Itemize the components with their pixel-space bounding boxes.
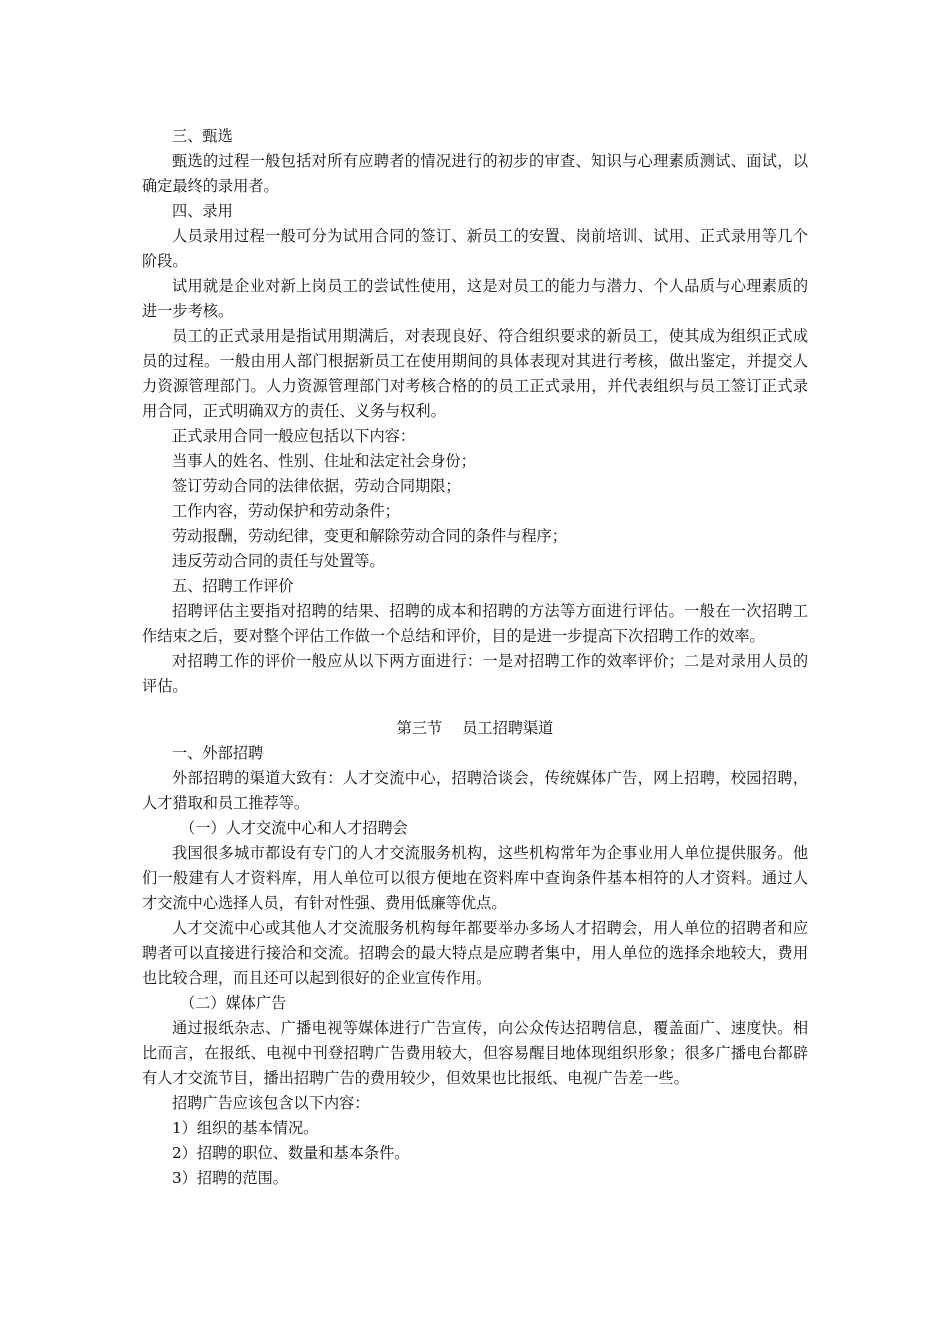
paragraph-pingjia-2: 对招聘工作的评价一般应从以下两方面进行：一是对招聘工作的效率评价；二是对录用人员的评估。 [142, 652, 808, 695]
paragraph-rencai-1: 我国很多城市都设有专门的人才交流服务机构，这些机构常年为企事业用人单位提供服务。他们一般建有人才资料库，用人单位可以很方便地在资料库中查询条件基本相符的人才资料。通过人才交流中心选择人员，有针对性强、费用低廉等优点。 [142, 844, 808, 912]
paragraph-rencai-2: 人才交流中心或其他人才交流服务机构每年都要举办多场人才招聘会，用人单位的招聘者和应聘者可以直接进行接洽和交流。招聘会的最大特点是应聘者集中，用人单位的选择余地较大，费用也比较合理，而且还可以起到很好的企业宣传作用。 [142, 919, 808, 987]
list-item-hetong-1: 当事人的姓名、性别、住址和法定社会身份； [172, 452, 476, 470]
paragraph-waibu: 外部招聘的渠道大致有：人才交流中心，招聘洽谈会，传统媒体广告，网上招聘，校园招聘，人才猎取和员工推荐等。 [142, 769, 808, 812]
paragraph-zhenxuan: 甄选的过程一般包括对所有应聘者的情况进行的初步的审查、知识与心理素质测试、面试，以确定最终的录用者。 [142, 152, 808, 195]
section-title [142, 716, 808, 741]
section-title-name: 员工招聘渠道 [462, 719, 554, 737]
paragraph-luyong-2: 试用就是企业对新上岗员工的尝试性使用，这是对员工的能力与潜力、个人品质与心理素质的进一步考核。 [142, 277, 808, 320]
paragraph-pingjia-1: 招聘评估主要指对招聘的结果、招聘的成本和招聘的方法等方面进行评估。一般在一次招聘工作结束之后，要对整个评估工作做一个总结和评价，目的是进一步提高下次招聘工作的效率。 [142, 602, 808, 645]
document-body [142, 124, 808, 1191]
heading-waibu: 一、外部招聘 [172, 744, 264, 762]
list-item-hetong-2: 签订劳动合同的法律依据，劳动合同期限； [172, 477, 461, 495]
list-item-guanggao-3: 3）招聘的范围。 [172, 1169, 288, 1187]
subheading-meiti: （二）媒体广告 [180, 994, 287, 1012]
list-item-guanggao-2: 2）招聘的职位、数量和基本条件。 [172, 1144, 410, 1162]
list-item-guanggao-1: 1）组织的基本情况。 [172, 1119, 319, 1137]
heading-pingjia: 五、招聘工作评价 [172, 577, 294, 595]
paragraph-luyong-3: 员工的正式录用是指试用期满后，对表现良好、符合组织要求的新员工，使其成为组织正式成员的过程。一般由用人部门根据新员工在使用期间的具体表现对其进行考核，做出鉴定，并提交人力资源管理部门。人力资源管理部门对考核合格的的员工正式录用，并代表组织与员工签订正式录用合同，正式明确双方的责任、义务与权利。 [142, 327, 808, 420]
paragraph-meiti-1: 通过报纸杂志、广播电视等媒体进行广告宣传，向公众传达招聘信息，覆盖面广、速度快。相比而言，在报纸、电视中刊登招聘广告费用较大，但容易醒目地体现组织形象；很多广播电台都辟有人才交流节目，播出招聘广告的费用较少，但效果也比报纸、电视广告差一些。 [142, 1019, 808, 1087]
heading-zhenxuan: 三、甄选 [172, 127, 233, 145]
list-item-hetong-4: 劳动报酬，劳动纪律，变更和解除劳动合同的条件与程序； [172, 527, 567, 545]
paragraph-luyong-1: 人员录用过程一般可分为试用合同的签订、新员工的安置、岗前培训、试用、正式录用等几个阶段。 [142, 227, 808, 270]
list-item-hetong-5: 违反劳动合同的责任与处置等。 [172, 552, 385, 570]
paragraph-hetong-intro: 正式录用合同一般应包括以下内容： [172, 427, 415, 445]
heading-luyong: 四、录用 [172, 202, 233, 220]
paragraph-guanggao-intro: 招聘广告应该包含以下内容： [172, 1094, 370, 1112]
list-item-hetong-3: 工作内容，劳动保护和劳动条件； [172, 502, 400, 520]
subheading-rencai: （一）人才交流中心和人才招聘会 [180, 819, 408, 837]
section-title-number: 第三节 [396, 719, 443, 737]
